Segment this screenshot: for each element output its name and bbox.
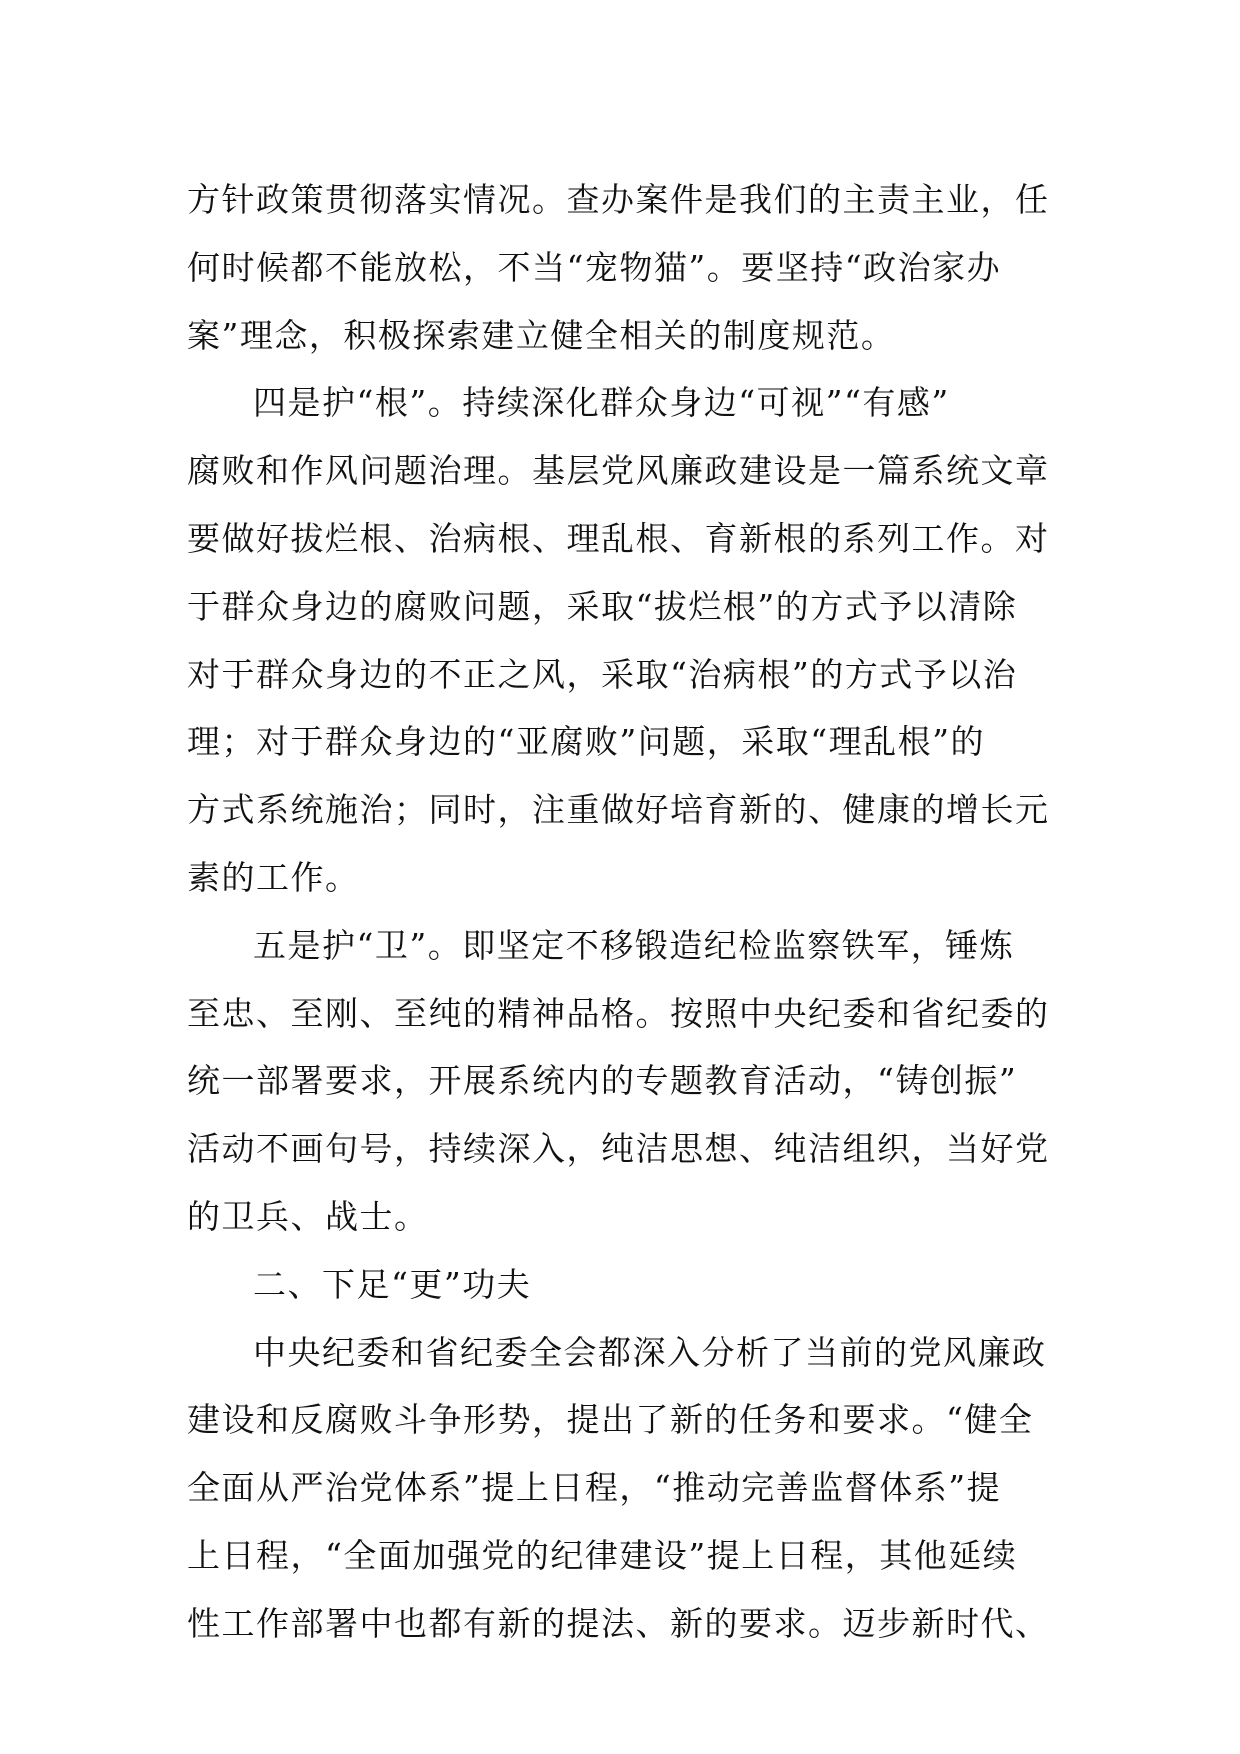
paragraph-start-line: 四是护“根”。持续深化群众身边“可视”“有感” xyxy=(253,383,950,423)
body-text xyxy=(187,166,1057,1658)
text-line: 何时候都不能放松，不当“宠物猫”。要坚持“政治家办 xyxy=(187,247,1002,287)
text-line: 建设和反腐败斗争形势，提出了新的任务和要求。“健全 xyxy=(187,1400,1034,1440)
text-line: 至忠、至刚、至纯的精神品格。按照中央纪委和省纪委的 xyxy=(187,993,1050,1033)
text-line: 全面从严治党体系”提上日程，“推动完善监督体系”提 xyxy=(187,1468,1002,1508)
paragraph-start-line: 中央纪委和省纪委全会都深入分析了当前的党风廉政 xyxy=(253,1332,1047,1372)
text-line: 的卫兵、战士。 xyxy=(187,1196,429,1236)
text-line: 腐败和作风问题治理。基层党风廉政建设是一篇系统文章 xyxy=(187,451,1050,491)
text-line: 对于群众身边的不正之风，采取“治病根”的方式予以治 xyxy=(187,654,1018,694)
text-line: 要做好拔烂根、治病根、理乱根、育新根的系列工作。对 xyxy=(187,518,1050,558)
text-line: 性工作部署中也都有新的提法、新的要求。迈步新时代、 xyxy=(187,1603,1050,1643)
section-heading: 二、下足“更”功夫 xyxy=(253,1264,532,1304)
text-line: 方式系统施治；同时，注重做好培育新的、健康的增长元 xyxy=(187,790,1050,830)
text-line: 案”理念，积极探索建立健全相关的制度规范。 xyxy=(187,315,896,355)
text-line: 理；对于群众身边的“亚腐败”问题，采取“理乱根”的 xyxy=(187,722,985,762)
text-line: 上日程，“全面加强党的纪律建设”提上日程，其他延续 xyxy=(187,1535,1018,1575)
text-line: 方针政策贯彻落实情况。查办案件是我们的主责主业，任 xyxy=(187,180,1050,219)
text-line: 素的工作。 xyxy=(187,857,360,897)
text-line: 活动不画句号，持续深入，纯洁思想、纯洁组织，当好党 xyxy=(187,1129,1050,1169)
paragraph-start-line: 五是护“卫”。即坚定不移锻造纪检监察铁军，锤炼 xyxy=(253,925,1015,965)
text-line: 于群众身边的腐败问题，采取“拔烂根”的方式予以清除 xyxy=(187,586,1018,626)
text-line: 统一部署要求，开展系统内的专题教育活动，“铸创振” xyxy=(187,1061,1018,1101)
